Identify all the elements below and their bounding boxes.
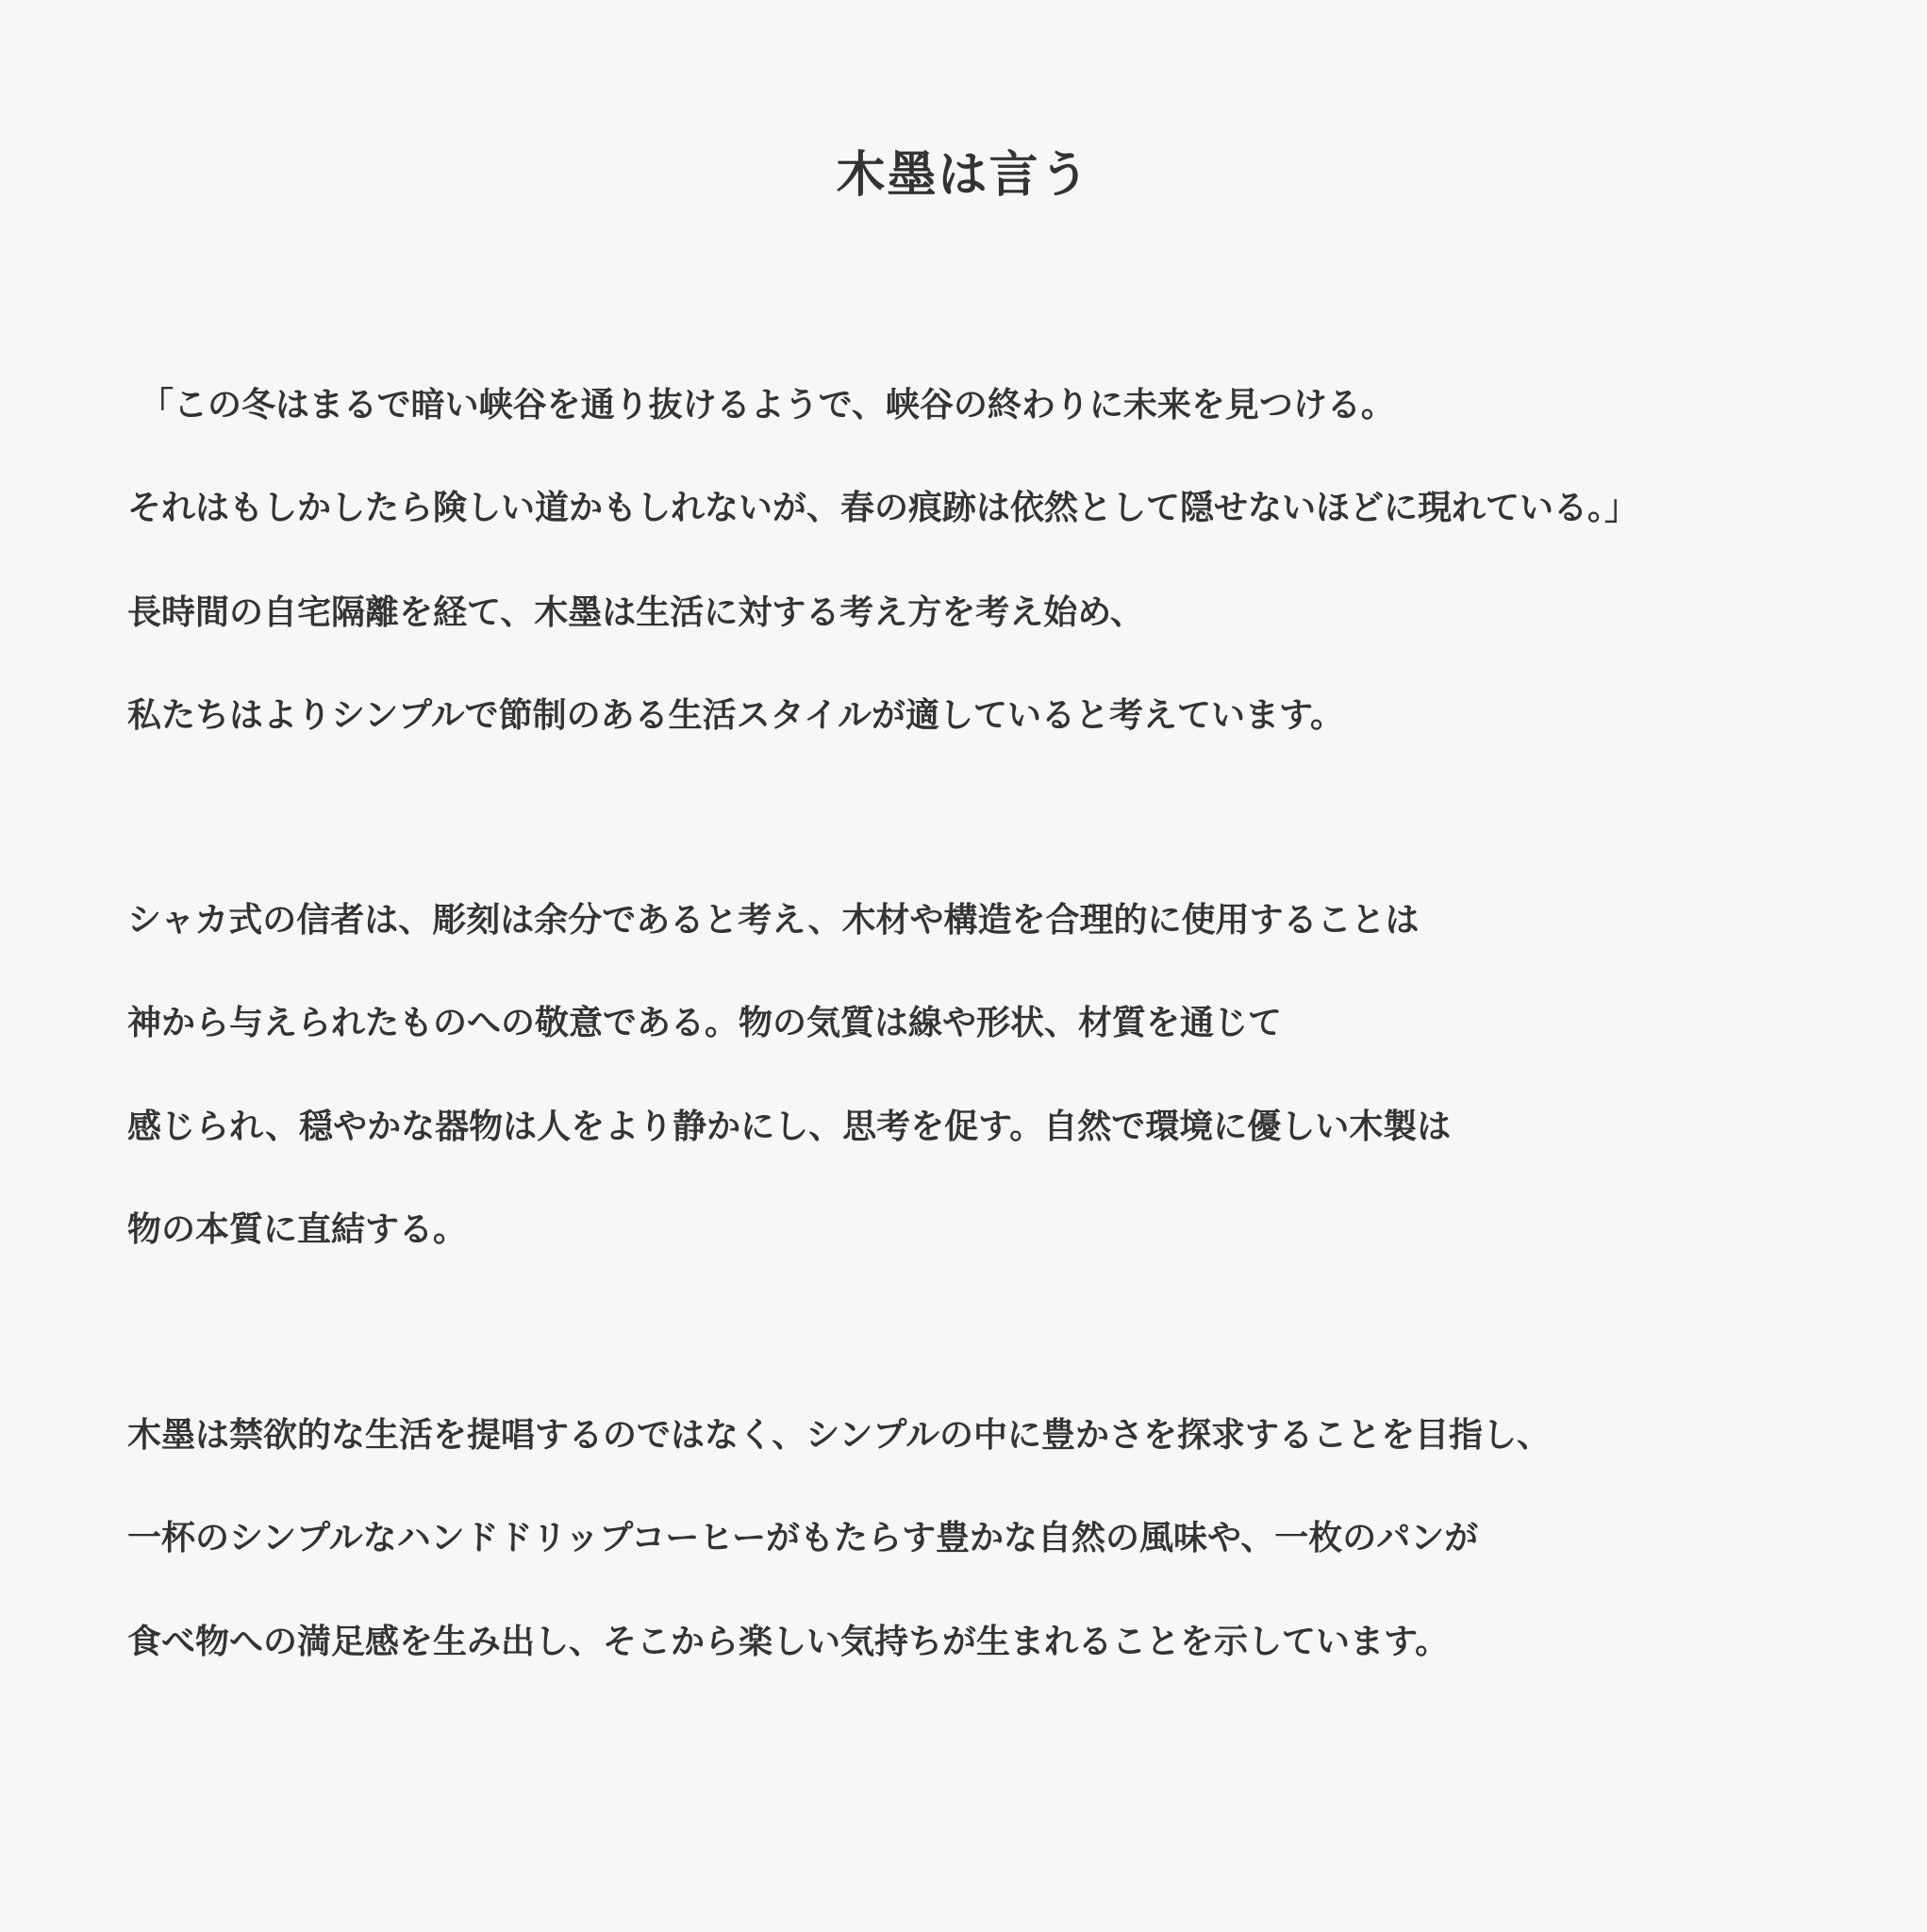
paragraph-line: シャカ式の信者は、彫刻は余分であると考え、木材や構造を合理的に使用することは xyxy=(127,901,1420,940)
paragraph-line: 「この冬はまるで暗い峡谷を通り抜けるようで、峡谷の終わりに未来を見つける。 xyxy=(140,386,1395,425)
paragraph-line: 私たちはよりシンプルで節制のある生活スタイルが適していると考えています。 xyxy=(127,696,1345,735)
paragraph-line: 一杯のシンプルなハンドドリップコーヒーがもたらす豊かな自然の風味や、一枚のパンが xyxy=(127,1519,1479,1557)
paragraph-line: 木墨は禁欲的な生活を提唱するのではなく、シンプルの中に豊かさを探求することを目指し、 xyxy=(127,1416,1551,1455)
paragraph-line: 長時間の自宅隔離を経て、木墨は生活に対する考え方を考え始め、 xyxy=(127,593,1144,632)
paragraph-line: 神から与えられたものへの敬意である。物の気質は線や形状、材質を通じて xyxy=(127,1004,1283,1042)
paragraph-line: 物の本質に直結する。 xyxy=(127,1210,468,1249)
paragraph-line: それはもしかしたら険しい道かもしれないが、春の痕跡は依然として隠せないほどに現れている。」 xyxy=(127,489,1639,527)
page-title: 木墨は言う xyxy=(836,147,1091,204)
paragraph-line: 感じられ、穏やかな器物は人をより静かにし、思考を促す。自然で環境に優しい木製は xyxy=(127,1108,1452,1146)
paragraph-line: 食べ物への満足感を生み出し、そこから楽しい気持ちが生まれることを示しています。 xyxy=(127,1623,1450,1661)
